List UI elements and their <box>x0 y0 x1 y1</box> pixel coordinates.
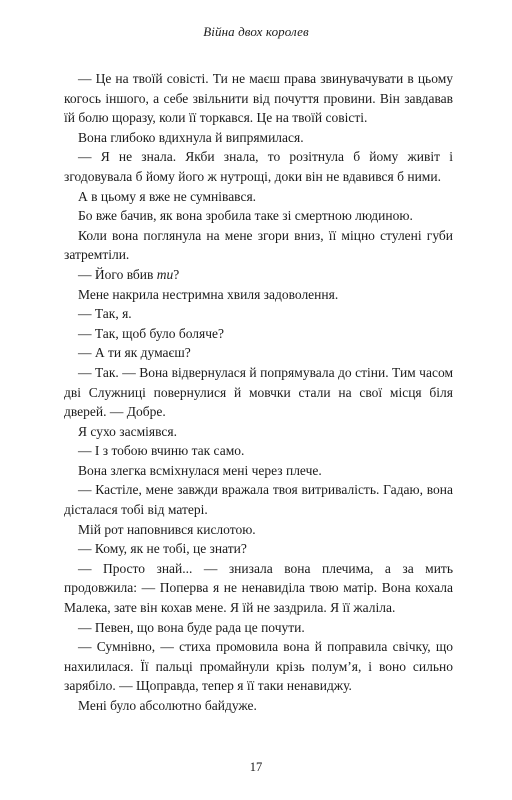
paragraph: Мій рот наповнився кислотою. <box>78 521 256 537</box>
paragraph <box>64 265 453 285</box>
page-number: 17 <box>249 760 263 774</box>
paragraph: — Я не знала. Якби знала, то розітнула б йому живіт і згодовувала б йому його ж нутрощі, доки він не вдавився б ними. <box>64 149 453 184</box>
paragraph: — Так, щоб було боляче? <box>78 325 225 341</box>
paragraph: Вона злегка всміхнулася мені через плече. <box>78 462 322 478</box>
emphasized-word: ти <box>156 266 174 282</box>
body-text <box>64 69 453 716</box>
paragraph: А в цьому я вже не сумнівався. <box>78 188 257 204</box>
paragraph: — Це на твоїй совісті. Ти не маєш права звинувачувати в цьому когось іншого, а себе звільнити від почуття провини. Він завдавав їй болю щоразу, коли її торкався. Це на твоїй совісті. <box>64 71 453 126</box>
paragraph: — Кастіле, мене завжди вражала твоя витривалість. Гадаю, вона дісталася тобі від матері. <box>64 482 453 518</box>
paragraph: Мене накрила нестримна хвиля задоволення. <box>78 286 339 302</box>
paragraph: Я сухо засміявся. <box>78 423 177 439</box>
paragraph: — Просто знай... — знизала вона плечима, а за мить продовжила: — Поперва я не ненавиділа твою матір. Вона кохала Малека, зате він кохав мене. Я їй не заздрила. Я її жаліла. <box>64 560 453 616</box>
paragraph-text: — Його вбив <box>78 266 157 282</box>
paragraph: — Певен, що вона буде рада це почути. <box>78 619 305 635</box>
paragraph: — Кому, як не тобі, це знати? <box>78 541 247 557</box>
paragraph: Мені було абсолютно байдуже. <box>78 698 257 713</box>
paragraph: — А ти як думаєш? <box>78 345 191 361</box>
paragraph: Бо вже бачив, як вона зробила таке зі смертною людиною. <box>78 208 413 224</box>
paragraph: — Так. — Вона відвернулася й попрямувала до стіни. Тим часом дві Служниці повернулися й мовчки стали на свої місця біля дверей. — Добре. <box>64 364 453 420</box>
paragraph: — І з тобою вчиню так само. <box>78 443 245 459</box>
paragraph: Коли вона поглянула на мене згори вниз, її міцно стулені губи затремтіли. <box>64 227 453 263</box>
paragraph: Вона глибоко вдихнула й випрямилася. <box>78 129 304 145</box>
paragraph: — Сумнівно, — стиха промовила вона й поправила свічку, що нахилилася. Її пальці промайнули крізь полум’я, і воно сильно зарябіло. — Щоправда, тепер я її таки ненавиджу. <box>64 639 453 694</box>
paragraph-text: ? <box>173 266 180 282</box>
running-head-title: Війна двох королев <box>203 24 309 39</box>
paragraph: — Так, я. <box>78 306 132 322</box>
